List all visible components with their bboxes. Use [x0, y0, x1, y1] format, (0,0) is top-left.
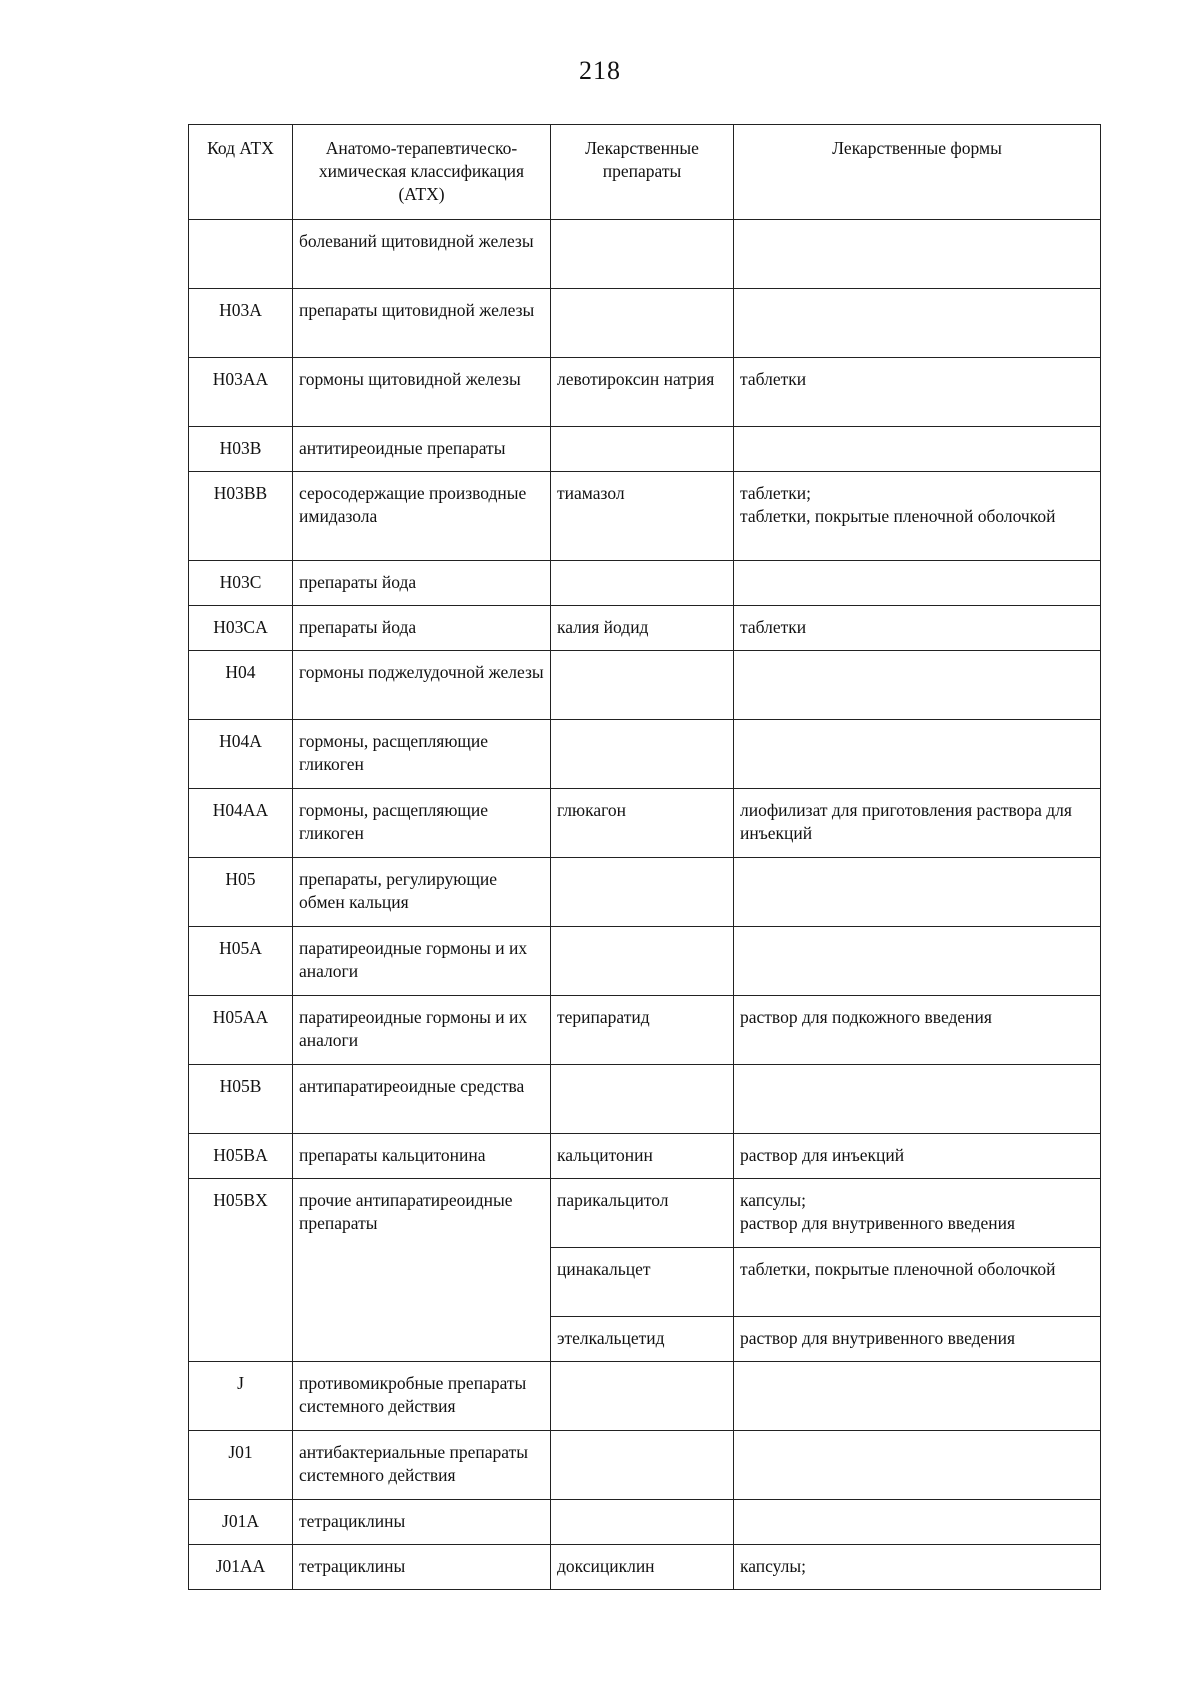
cell-code: H05	[189, 858, 293, 927]
cell-code: J	[189, 1362, 293, 1431]
form-item: лиофилизат для приготовления раствора для инъекций	[740, 800, 1072, 843]
cell-classification: гормоны поджелудочной железы	[293, 651, 551, 720]
cell-drug	[551, 1065, 734, 1134]
cell-drug: тиамазол	[551, 472, 734, 561]
cell-forms	[734, 289, 1101, 358]
cell-code: H05B	[189, 1065, 293, 1134]
cell-forms	[734, 220, 1101, 289]
form-item: капсулы;	[740, 1190, 807, 1210]
cell-classification: гормоны, расщепляющие гликоген	[293, 720, 551, 789]
cell-classification: гормоны, расщепляющие гликоген	[293, 789, 551, 858]
cell-classification: болеваний щитовидной железы	[293, 220, 551, 289]
table-row	[189, 1134, 1101, 1179]
cell-forms	[734, 1134, 1101, 1179]
cell-drug	[551, 1500, 734, 1545]
cell-forms	[734, 1065, 1101, 1134]
cell-code: J01AA	[189, 1545, 293, 1590]
cell-forms	[734, 1362, 1101, 1431]
cell-classification: паратиреоидные гормоны и их аналоги	[293, 927, 551, 996]
cell-forms	[734, 1500, 1101, 1545]
cell-drug	[551, 561, 734, 606]
table-row	[189, 220, 1101, 289]
cell-drug	[551, 427, 734, 472]
cell-classification: препараты, регулирующие обмен кальция	[293, 858, 551, 927]
atx-table	[188, 124, 1101, 1590]
cell-code: J01	[189, 1431, 293, 1500]
cell-forms	[734, 789, 1101, 858]
cell-classification: препараты кальцитонина	[293, 1134, 551, 1179]
cell-classification: антитиреоидные препараты	[293, 427, 551, 472]
table-row	[189, 858, 1101, 927]
table-row	[189, 720, 1101, 789]
table-row	[189, 1431, 1101, 1500]
cell-drug: глюкагон	[551, 789, 734, 858]
cell-classification: паратиреоидные гормоны и их аналоги	[293, 996, 551, 1065]
cell-classification: прочие антипаратиреоидные препараты	[293, 1179, 551, 1362]
cell-drug	[551, 289, 734, 358]
table-row	[189, 358, 1101, 427]
cell-drug	[551, 858, 734, 927]
cell-drug: парикальцитол	[551, 1179, 734, 1248]
form-item: раствор для инъекций	[740, 1145, 905, 1165]
cell-code: H03C	[189, 561, 293, 606]
cell-code: H03CA	[189, 606, 293, 651]
cell-forms	[734, 1248, 1101, 1317]
table-row	[189, 651, 1101, 720]
form-item: таблетки, покрытые пленочной оболочкой	[740, 506, 1056, 526]
form-item: таблетки	[740, 617, 807, 637]
cell-code: H03AA	[189, 358, 293, 427]
form-item: таблетки;	[740, 483, 811, 503]
table-row	[189, 561, 1101, 606]
cell-forms	[734, 996, 1101, 1065]
header-classification: Анатомо-терапевтическо-химическая классификация (АТХ)	[293, 125, 551, 220]
cell-classification: препараты йода	[293, 606, 551, 651]
cell-drug	[551, 651, 734, 720]
cell-drug	[551, 720, 734, 789]
cell-drug: калия йодид	[551, 606, 734, 651]
cell-drug	[551, 1362, 734, 1431]
cell-forms	[734, 858, 1101, 927]
table-row	[189, 1362, 1101, 1431]
cell-code: H05A	[189, 927, 293, 996]
cell-forms	[734, 1431, 1101, 1500]
form-item: раствор для внутривенного введения	[740, 1213, 1016, 1233]
table-row	[189, 996, 1101, 1065]
header-drugs: Лекарственные препараты	[551, 125, 734, 220]
cell-forms	[734, 651, 1101, 720]
cell-drug: терипаратид	[551, 996, 734, 1065]
table-row	[189, 606, 1101, 651]
form-item: раствор для подкожного введения	[740, 1007, 992, 1027]
form-item: таблетки	[740, 369, 807, 389]
cell-forms	[734, 472, 1101, 561]
cell-code: H05BA	[189, 1134, 293, 1179]
cell-drug: цинакальцет	[551, 1248, 734, 1317]
cell-classification: тетрациклины	[293, 1545, 551, 1590]
cell-forms	[734, 606, 1101, 651]
table-row	[189, 1179, 1101, 1248]
cell-drug	[551, 1431, 734, 1500]
table-row	[189, 789, 1101, 858]
cell-code: J01A	[189, 1500, 293, 1545]
cell-classification: антибактериальные препараты системного действия	[293, 1431, 551, 1500]
cell-classification: гормоны щитовидной железы	[293, 358, 551, 427]
table-header-row	[189, 125, 1101, 220]
cell-classification: препараты щитовидной железы	[293, 289, 551, 358]
cell-drug	[551, 927, 734, 996]
cell-code: H05BX	[189, 1179, 293, 1362]
cell-code: H03B	[189, 427, 293, 472]
cell-classification: антипаратиреоидные средства	[293, 1065, 551, 1134]
table-row	[189, 472, 1101, 561]
cell-forms	[734, 561, 1101, 606]
cell-forms	[734, 927, 1101, 996]
cell-code: H03A	[189, 289, 293, 358]
cell-classification: противомикробные препараты системного действия	[293, 1362, 551, 1431]
table-row	[189, 427, 1101, 472]
cell-drug	[551, 220, 734, 289]
page-number: 218	[579, 56, 621, 85]
header-code: Код АТХ	[189, 125, 293, 220]
cell-code: H04	[189, 651, 293, 720]
form-item: капсулы;	[740, 1556, 807, 1576]
cell-drug: кальцитонин	[551, 1134, 734, 1179]
cell-code: H03BB	[189, 472, 293, 561]
table-row	[189, 1545, 1101, 1590]
table-row	[189, 1500, 1101, 1545]
table-row	[189, 927, 1101, 996]
cell-forms	[734, 358, 1101, 427]
cell-classification: препараты йода	[293, 561, 551, 606]
cell-code: H05AA	[189, 996, 293, 1065]
cell-forms	[734, 427, 1101, 472]
cell-code: H04AA	[189, 789, 293, 858]
header-forms: Лекарственные формы	[734, 125, 1101, 220]
cell-forms	[734, 1179, 1101, 1248]
cell-drug: доксициклин	[551, 1545, 734, 1590]
cell-drug: левотироксин натрия	[551, 358, 734, 427]
form-item: раствор для внутривенного введения	[740, 1328, 1016, 1348]
table-row	[189, 1065, 1101, 1134]
cell-classification: серосодержащие производные имидазола	[293, 472, 551, 561]
form-item: таблетки, покрытые пленочной оболочкой	[740, 1259, 1056, 1279]
cell-forms	[734, 1545, 1101, 1590]
cell-forms	[734, 1317, 1101, 1362]
table-row	[189, 289, 1101, 358]
cell-code	[189, 220, 293, 289]
cell-code: H04A	[189, 720, 293, 789]
cell-drug: этелкальцетид	[551, 1317, 734, 1362]
cell-forms	[734, 720, 1101, 789]
cell-classification: тетрациклины	[293, 1500, 551, 1545]
